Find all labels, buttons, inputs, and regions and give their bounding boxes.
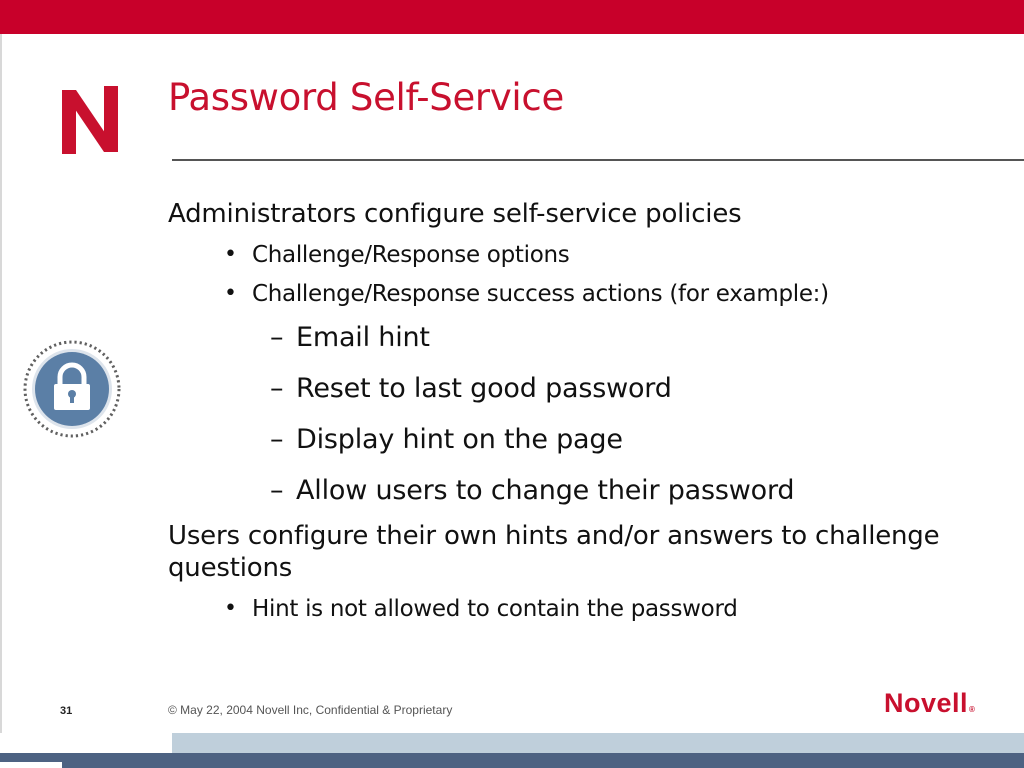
bullet-dot: • xyxy=(224,242,237,267)
registered-mark: ® xyxy=(969,705,976,714)
action-change-password xyxy=(168,475,988,507)
action-text: Reset to last good password xyxy=(296,373,672,404)
action-reset-password xyxy=(168,373,988,405)
lock-icon xyxy=(22,339,122,439)
dash-marker: – xyxy=(270,322,284,353)
footer-band-dark-notch xyxy=(0,762,62,768)
left-edge-shadow xyxy=(0,34,2,754)
novell-n-logo-icon xyxy=(58,82,122,158)
sub-point-challenge-options xyxy=(168,241,988,269)
dash-marker: – xyxy=(270,424,284,455)
sub-point-success-actions xyxy=(168,280,988,308)
slide-body xyxy=(168,198,988,623)
bullet-dot: • xyxy=(224,281,237,306)
sub-point-text: Hint is not allowed to contain the password xyxy=(252,596,738,622)
slide-title: Password Self-Service xyxy=(168,76,564,119)
action-text: Email hint xyxy=(296,322,430,353)
point-users: Users configure their own hints and/or answers to challenge questions xyxy=(168,521,940,583)
footer-band-notch xyxy=(0,733,172,753)
sub-point-hint-rule xyxy=(168,595,988,623)
novell-wordmark xyxy=(884,688,975,719)
point-administrators: Administrators configure self-service policies xyxy=(168,199,742,229)
dash-marker: – xyxy=(270,475,284,506)
sub-point-text: Challenge/Response success actions (for example:) xyxy=(252,281,829,307)
brand-name: Novell xyxy=(884,688,969,718)
top-accent-bar xyxy=(0,0,1024,34)
action-email-hint xyxy=(168,322,988,354)
title-divider xyxy=(172,159,1024,161)
sub-point-text: Challenge/Response options xyxy=(252,242,570,268)
action-text: Allow users to change their password xyxy=(296,475,795,506)
action-display-hint xyxy=(168,424,988,456)
dash-marker: – xyxy=(270,373,284,404)
page-number: 31 xyxy=(60,705,73,717)
action-text: Display hint on the page xyxy=(296,424,623,455)
footer-band-dark xyxy=(0,753,1024,768)
copyright-notice: © May 22, 2004 Novell Inc, Confidential & Proprietary xyxy=(168,703,453,717)
bullet-dot: • xyxy=(224,596,237,621)
